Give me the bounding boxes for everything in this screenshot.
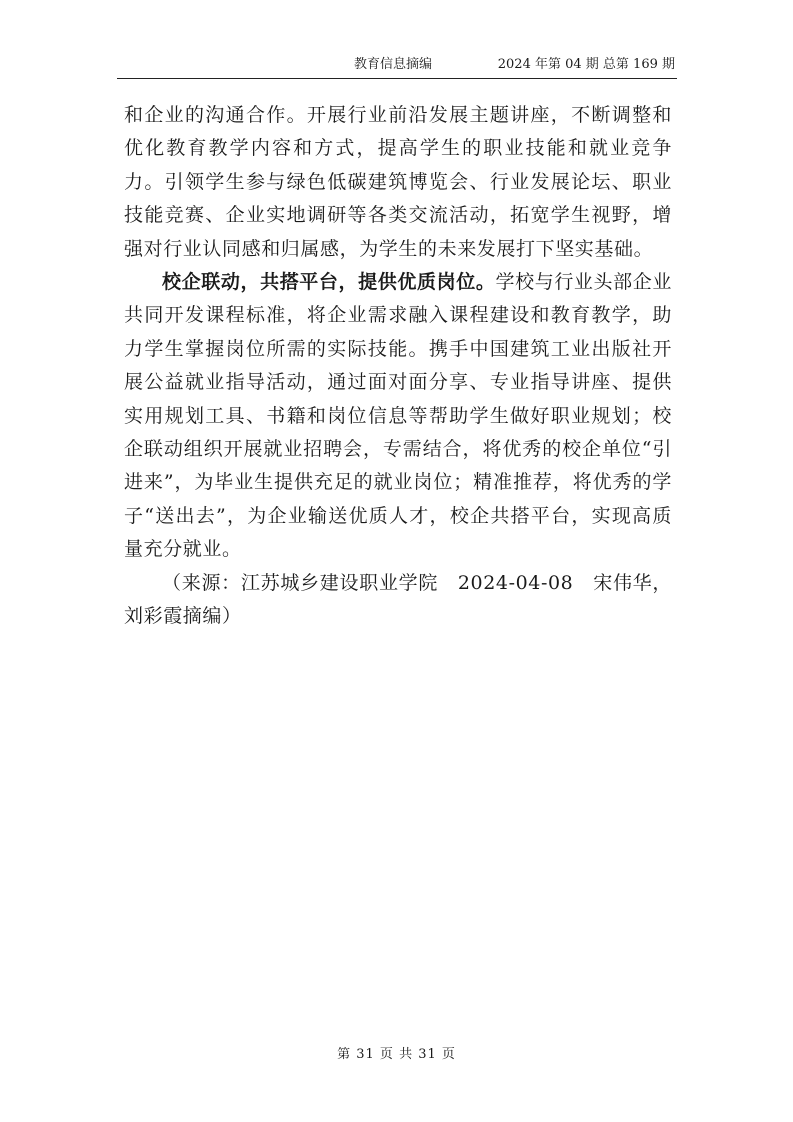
article-body [124, 99, 672, 634]
paragraph-continued: 和企业的沟通合作。开展行业前沿发展主题讲座，不断调整和优化教育教学内容和方式，提高学生的职业技能和就业竞争力。引领学生参与绿色低碳建筑博览会、行业发展论坛、职业技能竞赛、企业实地调研等各类交流活动，拓宽学生视野，增强对行业认同感和归属感，为学生的未来发展打下坚实基础。 [124, 104, 672, 260]
paragraph-school-enterprise [124, 266, 672, 567]
page-footer: 第 31 页 共 31 页 [337, 1047, 456, 1062]
issue-number: 2024 年第 04 期 总第 169 期 [497, 57, 675, 72]
publication-title: 教育信息摘编 [354, 57, 433, 72]
header-divider [117, 78, 677, 79]
source-citation: （来源：江苏城乡建设职业学院 2024-04-08 宋伟华，刘彩霞摘编） [124, 571, 672, 628]
page-header [120, 55, 675, 75]
paragraph-body-text: 学校与行业头部企业共同开发课程标准，将企业需求融入课程建设和教育教学，助力学生掌握岗位所需的实际技能。携手中国建筑工业出版社开展公益就业指导活动，通过面对面分享、专业指导讲座、提供实用规划工具、书籍和岗位信息等帮助学生做好职业规划；校企联动组织开展就业招聘会，专需结合，将优秀的校企单位“引进来”，为毕业生提供充足的就业岗位；精准推荐，将优秀的学子“送出去”，为企业输送优质人才，校企共搭平台，实现高质量充分就业。 [124, 271, 672, 561]
paragraph-lead-heading: 校企联动，共搭平台，提供优质岗位。 [162, 271, 496, 294]
